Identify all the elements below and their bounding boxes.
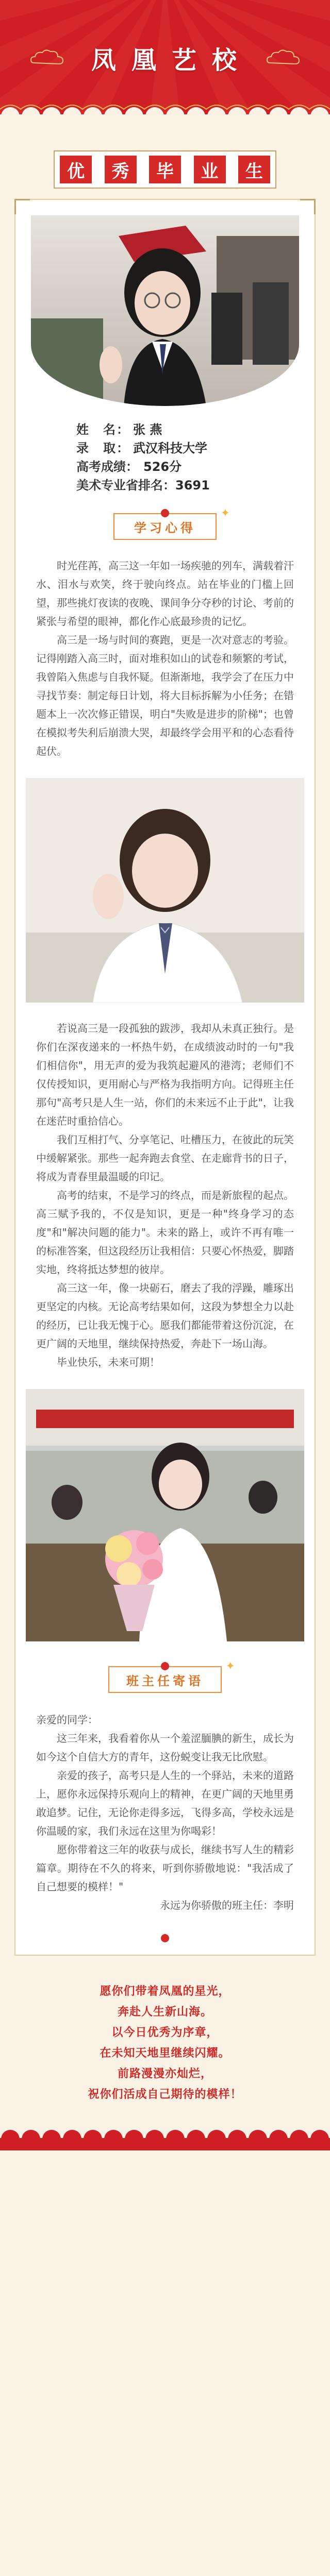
study-paragraph: 若说高三是一段孤独的跋涉，我却从未真正独行。是你们在深夜递来的一杯热牛奶，在成绩波动时的一句"我们相信你"，用无声的爱为我筑起避风的港湾；老师们不仅传授知识，更用耐心与严格为我指明方向。记得班主任那句"高考只是人生一站，你们的未来远不止于此"，让我在迷茫时重拾信心。 bbox=[36, 1022, 294, 1127]
corner-ornament bbox=[300, 199, 316, 214]
portrait-illustration bbox=[31, 215, 299, 406]
admit-label: 录 取： bbox=[76, 441, 130, 455]
title-char: 校 bbox=[212, 46, 239, 75]
banner-char: 毕 bbox=[149, 156, 181, 183]
footer-scallop bbox=[0, 2130, 330, 2150]
banner-char: 秀 bbox=[105, 156, 137, 183]
name-value: 张 燕 bbox=[133, 422, 162, 437]
study-paragraph: 时光荏苒，高三这一年如一场疾驰的列车，满载着汗水、泪水与欢笑，终于驶向终点。站在毕业的门槛上回望，那些挑灯夜读的夜晚、课间争分夺秒的讨论、考前的紧张与希望的眼神，都化作心底最珍贵的记忆。 bbox=[36, 560, 294, 628]
study-section-title: 学习心得 bbox=[134, 520, 196, 535]
pin-icon bbox=[161, 509, 169, 517]
title-char: 凤 bbox=[91, 46, 118, 75]
banner-char: 生 bbox=[238, 156, 270, 183]
name-label: 姓 名： bbox=[76, 422, 130, 437]
footer-line: 愿你们带着凤凰的星光， bbox=[100, 1985, 230, 1998]
study-text-block-1 bbox=[15, 556, 315, 760]
admit-value: 武汉科技大学 bbox=[133, 441, 207, 455]
study-section-tag bbox=[113, 507, 230, 542]
study-text-block-2 bbox=[15, 1019, 315, 1371]
title-char: 凰 bbox=[131, 46, 158, 75]
info-row-name bbox=[76, 420, 315, 439]
teacher-signature: 永远为你骄傲的班主任：李明 bbox=[160, 1899, 294, 1911]
cloud-icon-right bbox=[265, 47, 301, 68]
banner-char: 优 bbox=[60, 156, 92, 183]
study-paragraph: 毕业快乐，未来可期！ bbox=[57, 1356, 160, 1368]
teacher-section-tag bbox=[108, 1660, 235, 1695]
teacher-section-title: 班主任寄语 bbox=[126, 1673, 204, 1688]
teacher-text-block bbox=[15, 1710, 315, 1920]
teacher-paragraph: 亲爱的孩子，高考只是人生的一个驿站，未来的道路上，愿你永远保持乐观向上的精神，在更广阔的天地里勇敢追梦。记住，无论你走得多远，飞得多高，学校永远是你温暖的家，我们永远在这里为你喝彩！ bbox=[36, 1769, 294, 1837]
pin-icon bbox=[161, 1934, 169, 1942]
pin-icon bbox=[161, 1662, 169, 1670]
info-row-admit bbox=[76, 439, 315, 457]
student-card bbox=[14, 199, 316, 1956]
footer-line: 奔赴人生新山海。 bbox=[117, 2006, 212, 2019]
honor-banner bbox=[54, 150, 276, 189]
footer-line: 在未知天地里继续闪耀。 bbox=[100, 2047, 230, 2060]
score-value: 526分 bbox=[143, 460, 182, 474]
classroom-illustration bbox=[26, 1389, 304, 1641]
header bbox=[0, 0, 330, 122]
header-scallop bbox=[0, 104, 330, 122]
footer-line: 以今日优秀为序章， bbox=[111, 2026, 219, 2039]
classroom-photo bbox=[26, 1389, 304, 1641]
teacher-greeting: 亲爱的同学： bbox=[36, 1714, 98, 1726]
banner-area bbox=[0, 122, 330, 199]
title-char: 艺 bbox=[172, 46, 199, 75]
teacher-paragraph: 这三年来，我看着你从一个羞涩腼腆的新生，成长为如今这个自信大方的青年，这份蜕变让我无比欣慰。 bbox=[36, 1732, 294, 1763]
closeup-illustration bbox=[26, 778, 304, 1003]
sparkle-icon: ✦ bbox=[225, 1660, 235, 1673]
study-paragraph: 我们互相打气、分享笔记、吐槽压力，在彼此的玩笑中缓解紧张。那些一起奔跑去食堂、在走廊背书的日子，将成为青春里最温暖的印记。 bbox=[36, 1133, 294, 1183]
info-row-rank bbox=[76, 476, 315, 495]
portrait-photo bbox=[31, 215, 299, 406]
rank-value: 3691 bbox=[175, 478, 210, 493]
score-label: 高考成绩： bbox=[76, 460, 138, 474]
teacher-paragraph: 愿你带着这三年的收获与成长，继续书写人生的精彩篇章。期待在不久的将来，听到你骄傲地说："我活成了自己想要的模样！" bbox=[36, 1843, 294, 1893]
sparkle-icon: ✦ bbox=[220, 507, 230, 520]
study-paragraph: 高三这一年，像一块砺石，磨去了我的浮躁，雕琢出更坚定的内核。无论高考结果如何，这段为梦想全力以赴的经历，已让我无愧于心。愿我们都能带着这份沉淀，在更广阔的天地里，继续保持热爱，奔赴下一场山海。 bbox=[36, 1282, 294, 1350]
rank-label: 美术专业省排名： bbox=[76, 478, 175, 493]
corner-ornament bbox=[14, 199, 30, 214]
cloud-icon-left bbox=[29, 47, 65, 68]
student-closeup-photo bbox=[26, 778, 304, 1003]
footer-blessing bbox=[0, 1956, 330, 2105]
footer-line: 前路漫漫亦灿烂， bbox=[117, 2067, 212, 2080]
study-paragraph: 高考的结束，不是学习的终点，而是新旅程的起点。高三赋予我的，不仅是知识，更是一种"终身学习的态度"和"解决问题的能力"。未来的路上，或许不再有唯一的标准答案，但这段经历让我相信：只要心怀热爱，脚踏实地，终将抵达梦想的彼岸。 bbox=[36, 1189, 294, 1276]
banner-char: 业 bbox=[194, 156, 226, 183]
student-info bbox=[15, 406, 315, 495]
school-title bbox=[91, 40, 239, 76]
info-row-score bbox=[76, 457, 315, 476]
footer-line: 祝你们活成自己期待的模样！ bbox=[88, 2088, 242, 2101]
study-paragraph: 高三是一场与时间的赛跑，更是一次对意志的考验。记得刚踏入高三时，面对堆积如山的试卷和频繁的考试，我曾陷入焦虑与自我怀疑。但渐渐地，我学会了在压力中寻找节奏：制定每日计划，将大目标拆解为小任务；在错题本上一次次修正错误，明白"失败是进步的阶梯"；也曾在模拟考失利后崩溃大哭，却最终学会用平和的心态看待起伏。 bbox=[36, 634, 294, 757]
